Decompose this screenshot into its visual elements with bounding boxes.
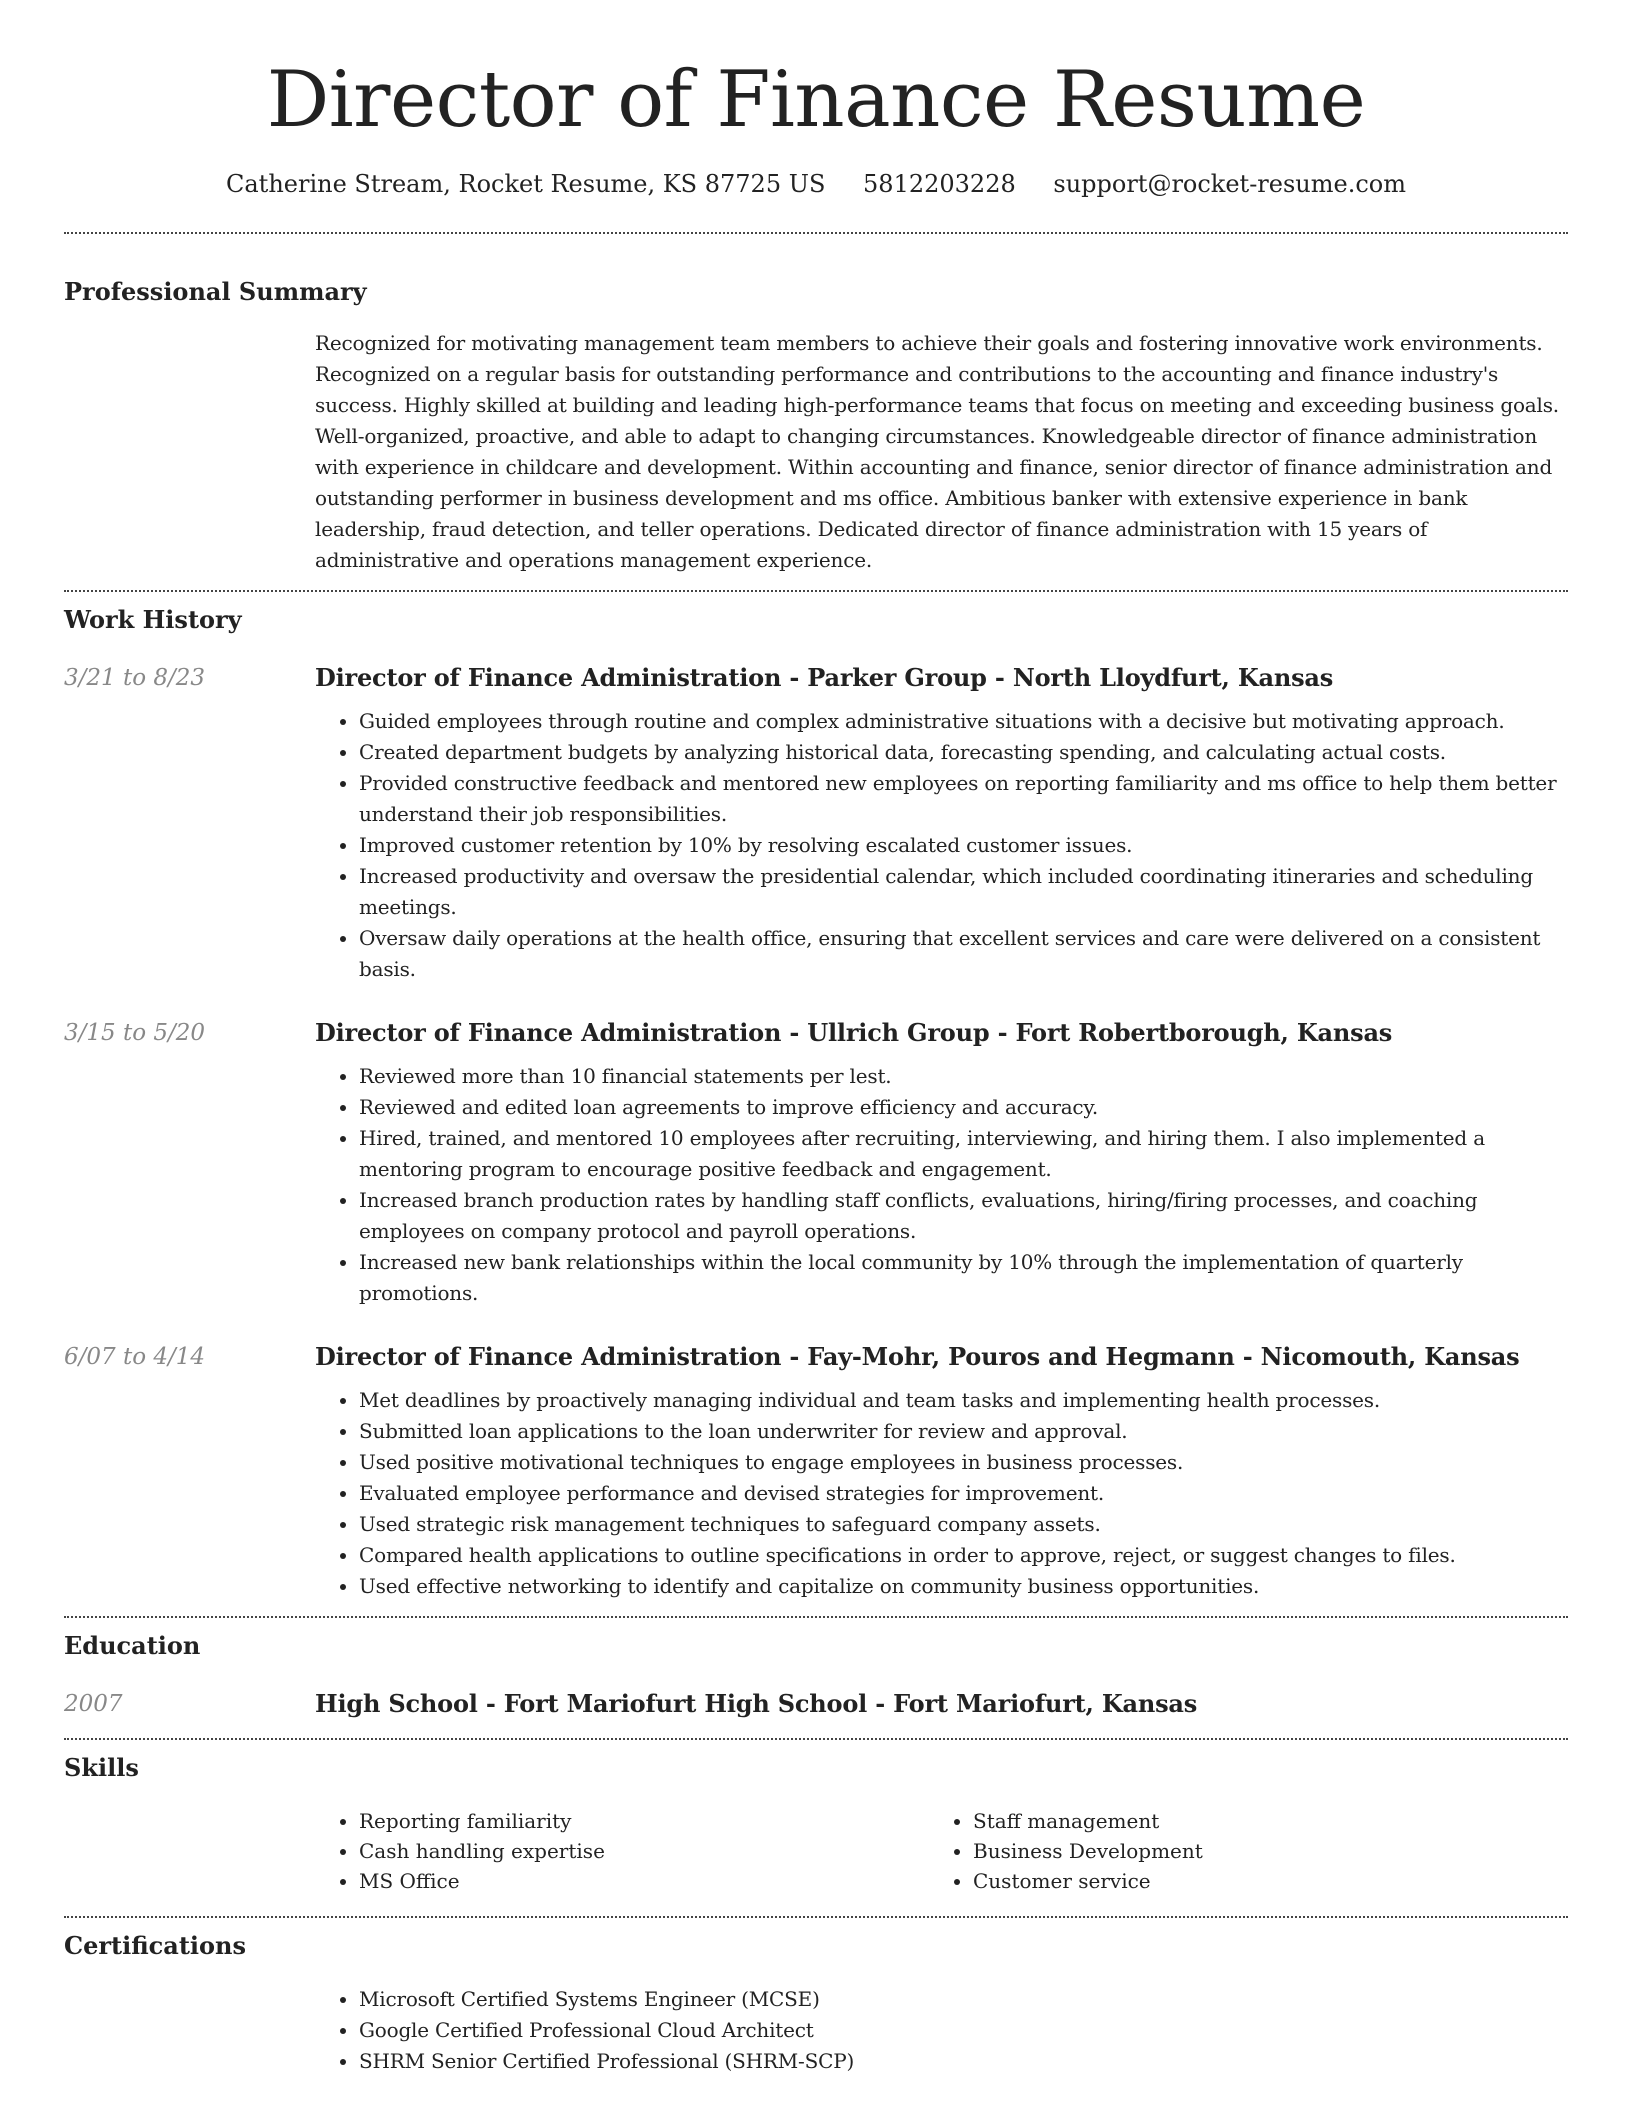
list-item: • Submitted loan applications to the loan underwriter for review and approval.	[359, 1416, 1568, 1447]
work-history-heading: Work History	[64, 605, 242, 634]
job-dates: 6/07 to 4/14	[64, 1344, 206, 1370]
list-item: • Oversaw daily operations at the health office, ensuring that excellent services and care were delivered on a consistent basis.	[359, 923, 1568, 985]
skills-heading: Skills	[64, 1753, 139, 1782]
job-entry	[64, 1017, 1568, 1309]
list-item: • Reviewed more than 10 financial statements per lest.	[359, 1061, 1568, 1092]
job-dates: 3/21 to 8/23	[64, 665, 206, 691]
education-year: 2007	[64, 1691, 123, 1717]
job-bullets	[315, 706, 1568, 985]
summary-heading: Professional Summary	[64, 277, 367, 306]
job-title: Director of Finance Administration - Fay-Mohr, Pouros and Hegmann - Nicomouth, Kansas	[315, 1342, 1520, 1371]
divider	[64, 590, 1568, 592]
list-item: • Created department budgets by analyzing historical data, forecasting spending, and calculating actual costs.	[359, 737, 1568, 768]
list-item: • SHRM Senior Certified Professional (SHRM-SCP)	[359, 2046, 1568, 2077]
list-item: • Staff management	[973, 1806, 1543, 1836]
list-item: • Provided constructive feedback and mentored new employees on reporting familiarity and ms office to help them better understand their job responsibilities.	[359, 768, 1568, 830]
list-item: • Reporting familiarity	[359, 1806, 929, 1836]
contact-line	[64, 168, 1568, 200]
summary-section	[64, 276, 1568, 576]
certifications-section	[64, 1930, 1568, 2077]
list-item: • Google Certified Professional Cloud Architect	[359, 2015, 1568, 2046]
skills-section	[64, 1752, 1568, 1896]
resume-page	[64, 0, 1568, 2077]
job-bullets	[315, 1061, 1568, 1309]
list-item: • Compared health applications to outline specifications in order to approve, reject, or suggest changes to files.	[359, 1540, 1568, 1571]
job-bullets	[315, 1385, 1568, 1602]
certifications-list	[315, 1984, 1568, 2077]
divider	[64, 232, 1568, 234]
list-item: • Evaluated employee performance and devised strategies for improvement.	[359, 1478, 1568, 1509]
page-title: Director of Finance Resume	[266, 55, 1366, 145]
job-entry	[64, 662, 1568, 985]
education-heading: Education	[64, 1631, 201, 1660]
list-item: • Guided employees through routine and complex administrative situations with a decisive but motivating approach.	[359, 706, 1568, 737]
job-dates: 3/15 to 5/20	[64, 1020, 206, 1046]
list-item: • Increased new bank relationships within the local community by 10% through the implementation of quarterly promotions.	[359, 1247, 1568, 1309]
summary-text: Recognized for motivating management team members to achieve their goals and fostering innovative work environments. Recognized on a regular basis for outstanding performance and contributions to the accounting and finance industry's success. Highly skilled at building and leading high-performance teams that focus on meeting and exceeding business goals. Well-organized, proactive, and able to adapt to changing circumstances. Knowledgeable director of finance administration with experience in childcare and development. Within accounting and finance, senior director of finance administration and outstanding performer in business development and ms office. Ambitious banker with extensive experience in bank leadership, fraud detection, and teller operations. Dedicated director of finance administration with 15 years of administrative and operations management experience.	[315, 331, 1559, 572]
contact-phone: 5812203228	[863, 170, 1016, 198]
divider	[64, 1916, 1568, 1918]
list-item: • Customer service	[973, 1866, 1543, 1896]
list-item: • Used effective networking to identify and capitalize on community business opportunities.	[359, 1571, 1568, 1602]
education-entry: High School - Fort Mariofurt High School - Fort Mariofurt, Kansas	[315, 1689, 1198, 1718]
list-item: • Met deadlines by proactively managing individual and team tasks and implementing health processes.	[359, 1385, 1568, 1416]
list-item: • Used positive motivational techniques to engage employees in business processes.	[359, 1447, 1568, 1478]
list-item: • Reviewed and edited loan agreements to improve efficiency and accuracy.	[359, 1092, 1568, 1123]
job-title: Director of Finance Administration - Parker Group - North Lloydfurt, Kansas	[315, 663, 1334, 692]
work-history-section	[64, 604, 1568, 1602]
list-item: • Hired, trained, and mentored 10 employees after recruiting, interviewing, and hiring them. I also implemented a mentoring program to encourage positive feedback and engagement.	[359, 1123, 1568, 1185]
list-item: • Increased branch production rates by handling staff conflicts, evaluations, hiring/firing processes, and coaching employees on company protocol and payroll operations.	[359, 1185, 1568, 1247]
contact-email: support@rocket-resume.com	[1053, 170, 1406, 198]
list-item: • Improved customer retention by 10% by resolving escalated customer issues.	[359, 830, 1568, 861]
job-entry	[64, 1341, 1568, 1602]
list-item: • Cash handling expertise	[359, 1836, 929, 1866]
skills-list-right	[929, 1806, 1543, 1896]
job-title: Director of Finance Administration - Ullrich Group - Fort Robertborough, Kansas	[315, 1018, 1393, 1047]
list-item: • Business Development	[973, 1836, 1543, 1866]
divider	[64, 1616, 1568, 1618]
list-item: • Microsoft Certified Systems Engineer (MCSE)	[359, 1984, 1568, 2015]
education-section	[64, 1630, 1568, 1720]
contact-address: Catherine Stream, Rocket Resume, KS 87725 US	[226, 170, 826, 198]
list-item: • MS Office	[359, 1866, 929, 1896]
skills-list-left	[315, 1806, 929, 1896]
list-item: • Increased productivity and oversaw the presidential calendar, which included coordinating itineraries and scheduling meetings.	[359, 861, 1568, 923]
certifications-heading: Certifications	[64, 1931, 247, 1960]
skills-grid	[315, 1806, 1568, 1896]
divider	[64, 1738, 1568, 1740]
list-item: • Used strategic risk management techniques to safeguard company assets.	[359, 1509, 1568, 1540]
